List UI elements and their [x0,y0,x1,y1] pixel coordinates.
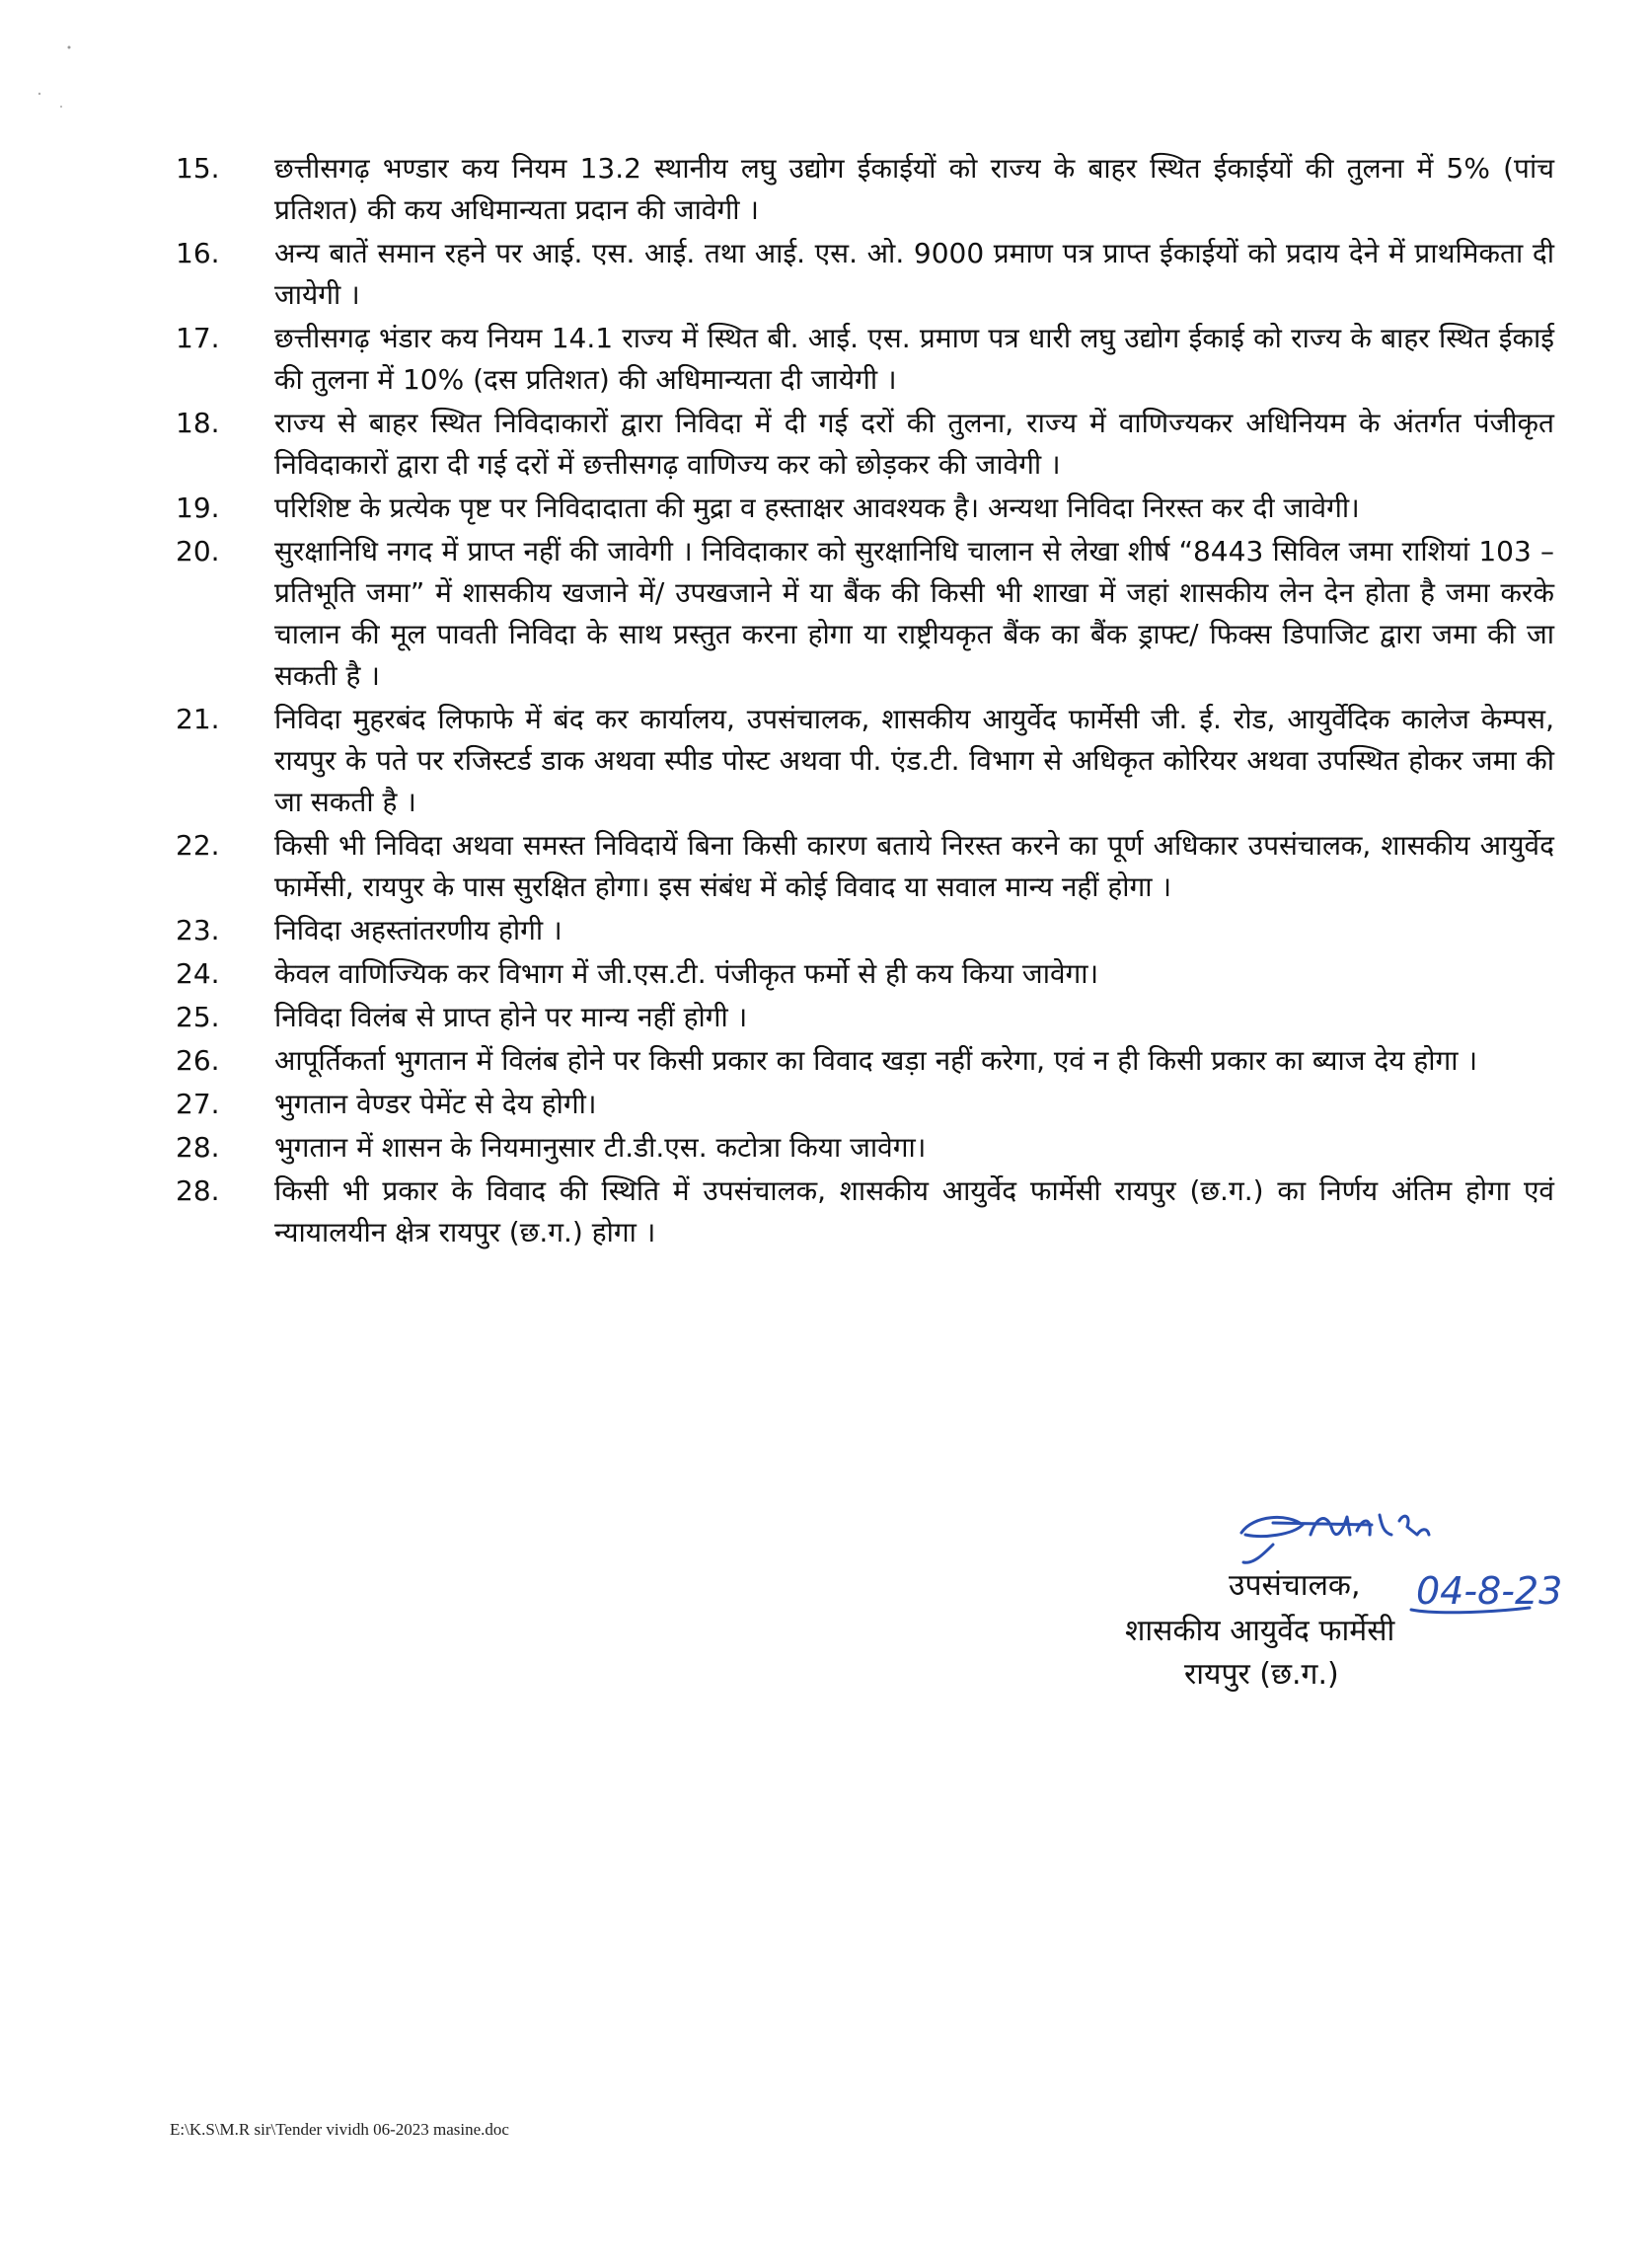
clause-text: सुरक्षानिधि नगद में प्राप्त नहीं की जावेगी । निविदाकार को सुरक्षानिधि चालान से लेखा शीर्ष “8443 सिविल जमा राशियां 103 – प्रतिभूति जमा” में शासकीय खजाने में/ उपखजाने में या बैंक की किसी भी शाखा में जहां शासकीय लेन देन होता है जमा करके चालान की मूल पावती निविदा के साथ प्रस्तुत करना होगा या राष्ट्रीयकृत बैंक का बैंक ड्राफ्ट/ फिक्स डिपाजिट द्वारा जमा की जा सकती है । [274,535,1554,692]
clause-22 [173,825,1554,908]
clause-number: 17. [176,322,220,354]
clause-text: निविदा मुहरबंद लिफाफे में बंद कर कार्यालय, उपसंचालक, शासकीय आयुर्वेद फार्मेसी जी. ई. रोड, आयुर्वेदिक कालेज केम्पस, रायपुर के पते पर रजिस्टर्ड डाक अथवा स्पीड पोस्ट अथवा पी. एंड.टी. विभाग से अधिकृत कोरियर अथवा उपस्थित होकर जमा की जा सकती है । [274,703,1554,818]
clause-number: 23. [176,914,220,946]
clause-28b [173,1171,1554,1253]
clause-28a [173,1127,1554,1169]
clause-text: राज्य से बाहर स्थित निविदाकारों द्वारा निविदा में दी गई दरों की तुलना, राज्य में वाणिज्यकर अधिनियम के अंतर्गत पंजीकृत निविदाकारों द्वारा दी गई दरों में छत्तीसगढ़ वाणिज्य कर को छोड़कर की जावेगी । [274,407,1554,481]
clause-18 [173,403,1554,486]
clause-text: निविदा अहस्तांतरणीय होगी । [274,914,562,946]
clause-16 [173,233,1554,316]
clause-number: 22. [176,829,220,862]
signature-block [1125,1505,1563,1702]
designation: उपसंचालक, [1229,1568,1361,1603]
clause-25 [173,997,1554,1038]
clause-number: 28. [176,1131,220,1164]
clause-20 [173,531,1554,697]
office-place: रायपुर (छ.ग.) [1184,1657,1339,1692]
clause-17 [173,318,1554,401]
clause-21 [173,699,1554,823]
clause-27 [173,1084,1554,1125]
clause-text: किसी भी निविदा अथवा समस्त निविदायें बिना किसी कारण बताये निरस्त करने का पूर्ण अधिकार उपसंचालक, शासकीय आयुर्वेद फार्मेसी, रायपुर के पास सुरक्षित होगा। इस संबंध में कोई विवाद या सवाल मान्य नहीं होगा । [274,829,1554,903]
clause-number: 24. [176,957,220,990]
clause-number: 16. [176,237,220,269]
clause-number: 18. [176,407,220,439]
clause-text: छत्तीसगढ़ भण्डार कय नियम 13.2 स्थानीय लघु उद्योग ईकाईयों को राज्य के बाहर स्थित ईकाईयों की तुलना में 5% (पांच प्रतिशत) की कय अधिमान्यता प्रदान की जावेगी । [274,152,1554,226]
clause-number: 15. [176,152,220,185]
clause-text: अन्य बातें समान रहने पर आई. एस. आई. तथा आई. एस. ओ. 9000 प्रमाण पत्र प्राप्त ईकाईयों को प्रदाय देने में प्राथमिकता दी जायेगी । [274,237,1554,311]
clause-text: भुगतान में शासन के नियमानुसार टी.डी.एस. कटोत्रा किया जावेगा। [274,1131,927,1164]
clause-text: छत्तीसगढ़ भंडार कय नियम 14.1 राज्य में स्थित बी. आई. एस. प्रमाण पत्र धारी लघु उद्योग ईकाई को राज्य के बाहर स्थित ईकाई की तुलना में 10% (दस प्रतिशत) की अधिमान्यता दी जायेगी । [274,322,1554,396]
clause-text: आपूर्तिकर्ता भुगतान में विलंब होने पर किसी प्रकार का विवाद खड़ा नहीं करेगा, एवं न ही किसी प्रकार का ब्याज देय होगा । [274,1044,1478,1077]
office-name: शासकीय आयुर्वेद फार्मेसी [1125,1614,1395,1648]
clause-number: 26. [176,1044,220,1077]
clause-number: 19. [176,491,220,524]
clause-number: 27. [176,1088,220,1120]
svg-text:04-8-23: 04-8-23 [1416,1569,1563,1613]
clause-text: निविदा विलंब से प्राप्त होने पर मान्य नहीं होगी । [274,1001,748,1033]
clause-number: 21. [176,703,220,735]
clause-number: 25. [176,1001,220,1033]
clause-text: परिशिष्ट के प्रत्येक पृष्ट पर निविदादाता की मुद्रा व हस्ताक्षर आवश्यक है। अन्यथा निविदा निरस्त कर दी जावेगी। [274,491,1360,524]
clause-text: केवल वाणिज्यिक कर विभाग में जी.एस.टी. पंजीकृत फर्मो से ही कय किया जावेगा। [274,957,1099,990]
clause-19 [173,488,1554,529]
scan-specks [0,0,118,118]
clause-number: 28. [176,1174,220,1207]
clause-number: 20. [176,535,220,567]
clause-26 [173,1040,1554,1082]
clause-23 [173,910,1554,951]
file-path-footer: E:\K.S\M.R sir\Tender vividh 06-2023 masine.doc [170,2120,509,2139]
clause-text: भुगतान वेण्डर पेमेंट से देय होगी। [274,1088,597,1120]
clause-15 [173,148,1554,231]
clause-text: किसी भी प्रकार के विवाद की स्थिति में उपसंचालक, शासकीय आयुर्वेद फार्मेसी रायपुर (छ.ग.) का निर्णय अंतिम होगा एवं न्यायालयीन क्षेत्र रायपुर (छ.ग.) होगा । [274,1174,1554,1248]
clause-24 [173,953,1554,995]
clause-list [173,148,1554,1255]
